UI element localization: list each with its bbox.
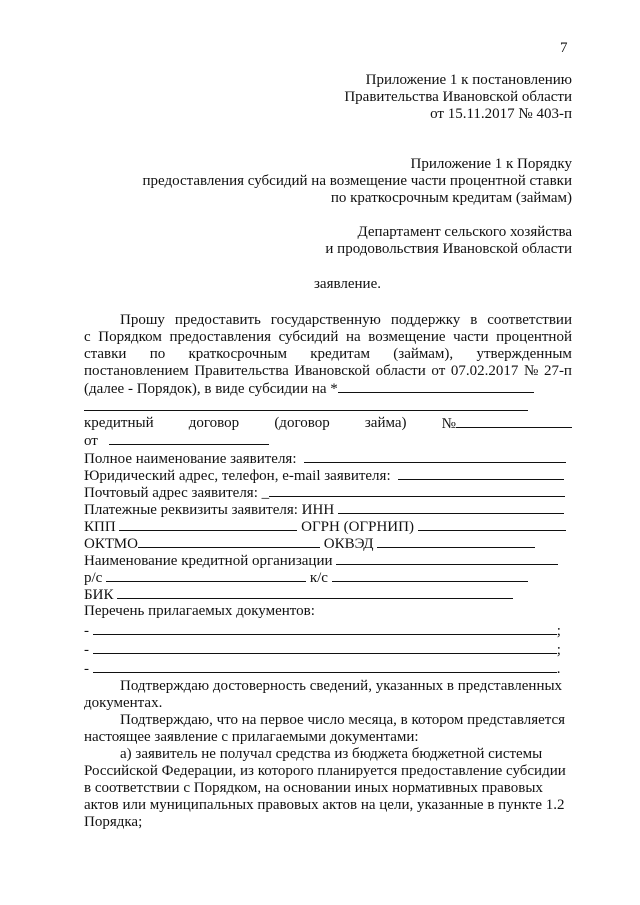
- subsidy-amount-field[interactable]: [338, 380, 534, 393]
- full-name-field[interactable]: [304, 450, 566, 463]
- header2-line2: предоставления субсидий на возмещение части процентной ставки: [142, 173, 572, 189]
- confirm1-line1: Подтверждаю достоверность сведений, указанных в представленных: [120, 678, 563, 694]
- rs-field[interactable]: [106, 569, 306, 582]
- document-entry-field[interactable]: [93, 622, 557, 635]
- request-line3: ставки по краткосрочным кредитам (займам), утвержденным: [84, 346, 572, 362]
- bik-field[interactable]: [117, 586, 513, 599]
- item-a-line1: а) заявитель не получал средства из бюджета бюджетной системы: [120, 746, 543, 762]
- agreement-date-field[interactable]: [109, 432, 269, 445]
- list-item: - .: [84, 661, 561, 677]
- request-line1: Прошу предоставить государственную поддержку в соответствии: [120, 312, 572, 328]
- inn-field[interactable]: [338, 501, 564, 514]
- list-item: - ;: [84, 642, 561, 658]
- request-line4: постановлением Правительства Ивановской области от 07.02.2017 № 27-п: [84, 363, 572, 379]
- confirm1-line2: документах.: [84, 695, 163, 711]
- legal-address-field[interactable]: [398, 467, 564, 480]
- agreement-number-field[interactable]: [456, 415, 572, 428]
- request-line2: с Порядком предоставления субсидий на возмещение части процентной: [84, 329, 572, 345]
- item-a-line2: Российской Федерации, из которого планируется предоставление субсидии: [84, 763, 566, 779]
- department-line2: и продовольствия Ивановской области: [325, 241, 572, 257]
- item-a-line3: в соответствии с Порядком, на основании иных нормативных правовых: [84, 780, 543, 796]
- item-a-line4: актов или муниципальных правовых актов на цели, указанные в пункте 1.2: [84, 797, 565, 813]
- ks-field[interactable]: [332, 569, 528, 582]
- blank-line: [84, 410, 528, 411]
- list-item: - ;: [84, 623, 561, 639]
- item-a-line5: Порядка;: [84, 814, 143, 830]
- header1-line2: Правительства Ивановской области: [344, 89, 572, 105]
- document-title: заявление.: [314, 276, 381, 292]
- document-entry-field[interactable]: [93, 641, 557, 654]
- header2-line1: Приложение 1 к Порядку: [410, 156, 572, 172]
- postal-address-line: Почтовый адрес заявителя: _: [84, 484, 565, 502]
- legal-address-line: Юридический адрес, телефон, e-mail заявителя:: [84, 467, 564, 485]
- bik-line: БИК: [84, 586, 513, 604]
- agreement-date-line: от: [84, 432, 269, 450]
- confirm2-line2: настоящее заявление с прилагаемыми документами:: [84, 729, 419, 745]
- okved-field[interactable]: [377, 535, 535, 548]
- ogrn-field[interactable]: [418, 518, 566, 531]
- department-line1: Департамент сельского хозяйства: [357, 224, 572, 240]
- header1-line3: от 15.11.2017 № 403-п: [430, 106, 572, 122]
- credit-org-field[interactable]: [336, 552, 558, 565]
- postal-address-field[interactable]: [269, 484, 565, 497]
- kpp-field[interactable]: [119, 518, 297, 531]
- credit-org-line: Наименование кредитной организации: [84, 552, 558, 570]
- credit-agreement-line: кредитный договор (договор займа) №: [84, 415, 572, 433]
- docs-list-label: Перечень прилагаемых документов:: [84, 603, 315, 619]
- confirm2-line1: Подтверждаю, что на первое число месяца, в котором представляется: [120, 712, 566, 728]
- document-entry-field[interactable]: [93, 660, 557, 673]
- kpp-ogrn-line: КПП ОГРН (ОГРНИП): [84, 518, 566, 536]
- request-line5: (далее - Порядок), в виде субсидии на *: [84, 380, 534, 398]
- full-name-line: Полное наименование заявителя:: [84, 450, 566, 468]
- header1-line1: Приложение 1 к постановлению: [365, 72, 572, 88]
- page-number: 7: [560, 40, 568, 56]
- oktmo-okved-line: ОКТМО ОКВЭД: [84, 535, 535, 553]
- accounts-line: р/с к/с: [84, 569, 528, 587]
- payment-inn-line: Платежные реквизиты заявителя: ИНН: [84, 501, 564, 519]
- oktmo-field[interactable]: [138, 535, 320, 548]
- header2-line3: по краткосрочным кредитам (займам): [330, 190, 572, 206]
